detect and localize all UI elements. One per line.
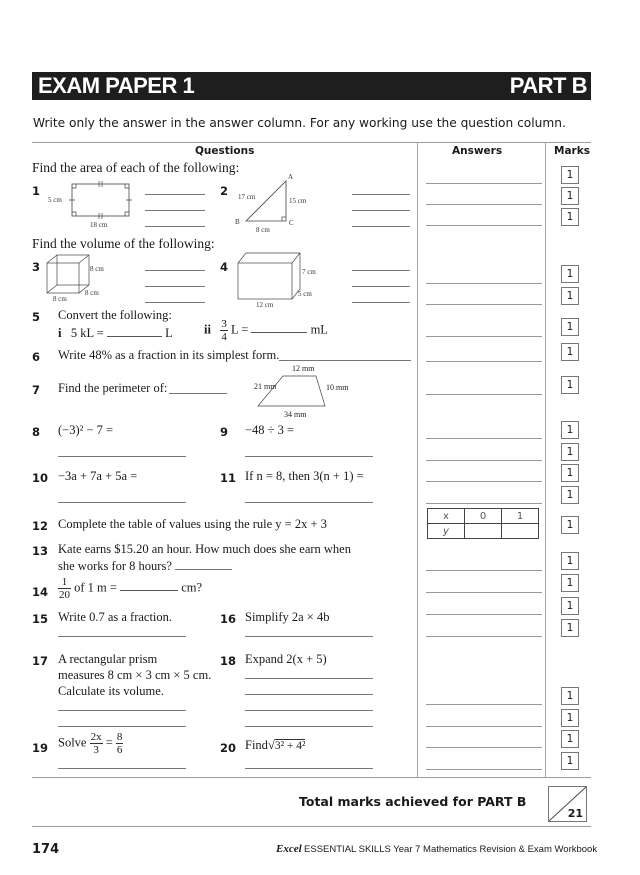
fraction: $\frac{2x}{3}$	[90, 731, 102, 756]
table-row	[428, 509, 539, 524]
working-line	[245, 678, 373, 679]
title-banner	[32, 72, 591, 100]
question-16-text: Simplify 2a × 4b	[245, 610, 330, 624]
answer-line[interactable]	[426, 614, 542, 615]
y-header-cell: y	[428, 524, 465, 539]
part-label: PART B	[509, 73, 587, 98]
question-number: 7	[32, 383, 41, 397]
question-14-unit: cm?	[181, 580, 203, 595]
question-14-expression	[58, 576, 202, 601]
mark-box: 1	[561, 421, 579, 439]
answer-line[interactable]	[426, 726, 542, 727]
mark-box: 1	[561, 443, 579, 461]
answer-line[interactable]	[426, 592, 542, 593]
answer-line[interactable]	[426, 183, 542, 184]
part-ii-blank[interactable]	[251, 332, 307, 333]
marks-divider	[545, 142, 546, 778]
question-7-text: Find the perimeter of:	[58, 381, 168, 395]
question-17-text-2: measures 8 cm × 3 cm × 5 cm.	[58, 668, 212, 682]
question-number: 3	[32, 260, 41, 274]
part-ii-unit: mL	[310, 322, 328, 337]
question-number: 5	[32, 310, 41, 324]
mark-box: 1	[561, 318, 579, 336]
prism-depth-label: 5 cm	[298, 290, 312, 298]
triangle-figure	[232, 172, 312, 237]
working-line	[145, 226, 205, 227]
hypotenuse-label: 17 cm	[238, 193, 256, 201]
fraction: $\frac{8}{6}$	[116, 731, 123, 756]
mark-box: 1	[561, 597, 579, 615]
working-line	[58, 636, 186, 637]
prism-height-label: 7 cm	[302, 268, 316, 276]
answer-blank[interactable]	[169, 393, 227, 394]
table-row	[428, 524, 539, 539]
question-8-text: (−3)² − 7 =	[58, 423, 114, 437]
mark-box: 1	[561, 464, 579, 482]
question-15-text: Write 0.7 as a fraction.	[58, 610, 173, 624]
question-number: 9	[220, 425, 229, 439]
working-line	[145, 286, 205, 287]
answer-blank[interactable]	[175, 569, 232, 570]
mark-box: 1	[561, 730, 579, 748]
working-line	[352, 270, 410, 271]
question-20-text: Find	[245, 738, 268, 752]
mark-box: 1	[561, 752, 579, 770]
question-number: 4	[220, 260, 229, 274]
trap-left-label: 21 mm	[254, 382, 277, 391]
questions-header: Questions	[195, 145, 255, 157]
working-line	[145, 270, 205, 271]
radicand: 3² + 4²	[274, 740, 306, 752]
cube-depth-label: 8 cm	[85, 289, 99, 297]
answer-line[interactable]	[426, 636, 542, 637]
working-line	[352, 210, 410, 211]
mark-box: 1	[561, 343, 579, 361]
answer-line[interactable]	[426, 438, 542, 439]
answers-header: Answers	[452, 145, 503, 157]
cube-height-label: 8 cm	[90, 265, 104, 273]
answer-blank[interactable]	[120, 590, 178, 591]
mark-box: 1	[561, 287, 579, 305]
marks-header: Marks	[554, 145, 590, 157]
answer-line[interactable]	[426, 361, 542, 362]
answer-line[interactable]	[426, 503, 542, 504]
mark-box: 1	[561, 552, 579, 570]
question-9-text: −48 ÷ 3 =	[245, 423, 295, 437]
instruction-text: Write only the answer in the answer column. For any working use the question column.	[33, 116, 566, 130]
question-5-text: Convert the following:	[58, 308, 172, 322]
table-bottom-rule	[32, 777, 591, 778]
total-marks-label: Total marks achieved for PART B	[299, 794, 527, 809]
question-12-text: Complete the table of values using the rule y = 2x + 3	[58, 517, 327, 531]
working-line	[58, 502, 186, 503]
mark-box: 1	[561, 208, 579, 226]
question-number: 15	[32, 612, 49, 626]
working-line	[245, 694, 373, 695]
question-number: 6	[32, 350, 41, 364]
question-number: 8	[32, 425, 41, 439]
mark-box: 1	[561, 376, 579, 394]
working-line	[245, 726, 373, 727]
question-11-text: If n = 8, then 3(n + 1) =	[245, 469, 364, 483]
question-19-text: Solve	[58, 735, 87, 750]
working-line	[352, 302, 410, 303]
question-number: 13	[32, 544, 49, 558]
question-13-text: Kate earns $15.20 an hour. How much does she earn when	[58, 542, 351, 556]
part-i-expression: 5 kL =	[70, 326, 104, 340]
answer-blank[interactable]	[279, 360, 411, 361]
square-root-icon: √	[267, 738, 275, 752]
answer-line[interactable]	[426, 283, 542, 284]
question-14-text: of 1 m =	[74, 580, 117, 595]
page-number: 174	[32, 842, 60, 857]
prism-figure	[232, 250, 322, 310]
question-number: 19	[32, 741, 49, 755]
working-line	[145, 302, 205, 303]
footer-book-title	[276, 843, 597, 855]
part-i-label: i	[58, 326, 62, 340]
rect-height-label: 5 cm	[48, 196, 62, 204]
working-line	[352, 194, 410, 195]
y-value-cell[interactable]	[502, 524, 539, 539]
answer-line[interactable]	[426, 769, 542, 770]
question-20-expression	[245, 738, 305, 753]
cube-figure	[45, 253, 115, 303]
part-i-unit: L	[165, 326, 173, 340]
question-5-part-ii	[204, 318, 328, 343]
question-number: 16	[220, 612, 237, 626]
working-line	[145, 194, 205, 195]
mark-box: 1	[561, 619, 579, 637]
working-line	[245, 502, 373, 503]
mark-box: 1	[561, 516, 579, 534]
answer-line[interactable]	[426, 460, 542, 461]
answer-line[interactable]	[426, 481, 542, 482]
answer-line[interactable]	[426, 336, 542, 337]
section-volume-heading: Find the volume of the following:	[32, 236, 215, 251]
question-19-expression	[58, 731, 123, 756]
x-value-cell: 1	[502, 509, 539, 524]
working-line	[58, 768, 186, 769]
answer-line[interactable]	[426, 225, 542, 226]
working-line	[145, 210, 205, 211]
question-13-text-2: she works for 8 hours?	[58, 559, 172, 573]
page-title: EXAM PAPER 1	[38, 73, 195, 98]
equals-sign: =	[105, 735, 113, 750]
section-area-heading: Find the area of each of the following:	[32, 160, 240, 175]
working-line	[58, 456, 186, 457]
footer-rule	[32, 826, 591, 827]
book-title: ESSENTIAL SKILLS Year 7 Mathematics Revision & Exam Workbook	[304, 844, 598, 855]
question-number: 1	[32, 184, 41, 198]
prism-width-label: 12 cm	[256, 301, 274, 309]
vertex-a-label: A	[288, 173, 294, 181]
mark-box: 1	[561, 687, 579, 705]
working-line	[245, 636, 373, 637]
question-number: 20	[220, 741, 237, 755]
total-out-of: 21	[567, 807, 583, 820]
value-table	[427, 508, 539, 539]
question-6-text: Write 48% as a fraction in its simplest form.	[58, 348, 280, 362]
cube-width-label: 8 cm	[53, 295, 67, 303]
answer-line[interactable]	[426, 204, 542, 205]
working-line	[245, 710, 373, 711]
question-18-text: Expand 2(x + 5)	[245, 652, 327, 666]
question-number: 10	[32, 471, 49, 485]
brand-logo: Excel	[276, 843, 302, 855]
y-value-cell[interactable]	[465, 524, 502, 539]
base-label: 8 cm	[256, 226, 270, 234]
trap-bottom-label: 34 mm	[284, 410, 307, 419]
working-line	[352, 226, 410, 227]
rectangle-figure	[40, 175, 135, 230]
answers-divider	[417, 142, 418, 778]
question-number: 18	[220, 654, 237, 668]
rect-width-label: 18 cm	[90, 221, 108, 229]
question-number: 14	[32, 585, 49, 599]
fraction: $\frac{1}{20}$	[59, 576, 70, 601]
answer-line[interactable]	[426, 304, 542, 305]
working-line	[58, 726, 186, 727]
part-i-blank[interactable]	[107, 336, 162, 337]
working-line	[245, 768, 373, 769]
mark-box: 1	[561, 265, 579, 283]
vertical-side-label: 15 cm	[289, 197, 307, 205]
question-17-text: A rectangular prism	[58, 652, 158, 666]
answer-line[interactable]	[426, 394, 542, 395]
x-value-cell: 0	[465, 509, 502, 524]
mark-box: 1	[561, 574, 579, 592]
question-number: 17	[32, 654, 49, 668]
mark-box: 1	[561, 709, 579, 727]
question-number: 2	[220, 184, 229, 198]
question-5-part-i	[58, 326, 173, 341]
question-number: 11	[220, 471, 237, 485]
question-17-text-3: Calculate its volume.	[58, 684, 164, 698]
total-marks-box[interactable]	[548, 786, 587, 822]
question-number: 12	[32, 519, 49, 533]
question-10-text: −3a + 7a + 5a =	[58, 469, 138, 483]
trap-right-label: 10 mm	[326, 383, 349, 392]
answer-line[interactable]	[426, 747, 542, 748]
part-ii-label: ii	[204, 322, 211, 337]
working-line	[245, 456, 373, 457]
mark-box: 1	[561, 486, 579, 504]
answer-line[interactable]	[426, 704, 542, 705]
table-top-rule	[32, 142, 591, 143]
mark-box: 1	[561, 187, 579, 205]
trap-top-label: 12 mm	[292, 364, 315, 373]
answer-line[interactable]	[426, 570, 542, 571]
working-line	[352, 286, 410, 287]
mark-box: 1	[561, 166, 579, 184]
fraction: $\frac{3}{4}$	[221, 318, 227, 343]
trapezium-figure	[250, 362, 365, 420]
x-header-cell: x	[428, 509, 465, 524]
vertex-b-label: B	[235, 218, 240, 226]
working-line	[58, 710, 186, 711]
part-ii-expression: L =	[230, 322, 249, 337]
vertex-c-label: C	[289, 219, 294, 227]
